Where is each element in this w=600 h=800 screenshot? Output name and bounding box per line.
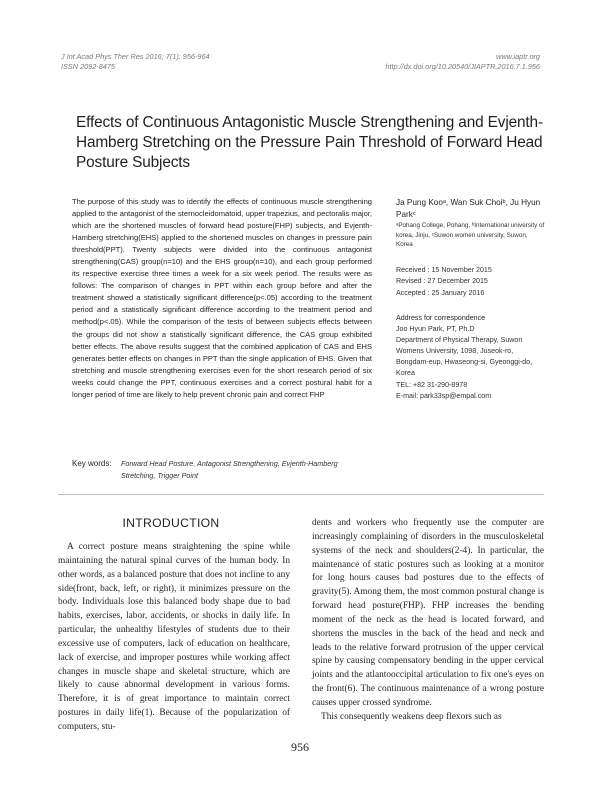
keywords-label: Key words: xyxy=(72,459,112,468)
doi-link: http://dx.doi.org/10.20540/JIAPTR.2016.7.1.956 xyxy=(385,62,540,71)
article-dates xyxy=(396,265,546,299)
accepted-date: Accepted : 25 January 2016 xyxy=(396,288,485,297)
affiliations: ᵃPohang College, Pohang, ᵇInternational university of korea, Jinju, ᶜSuwon women university, Suwon, Korea xyxy=(396,222,545,249)
keywords xyxy=(72,458,372,482)
correspondence-label: Address for correspondence xyxy=(396,314,486,322)
intro-column-left xyxy=(58,541,290,735)
correspondence-tel: TEL: +82 31-290-8978 xyxy=(396,380,468,389)
page-number: 956 xyxy=(291,740,309,754)
authors: Ja Pung Kooᵃ, Wan Suk Choiᵇ, Ju Hyun Parkᶜ xyxy=(396,198,541,219)
journal-header-left xyxy=(61,52,210,72)
keywords-text: Forward Head Posture, Antagonist Strengthening, Evjenth-Hamberg Stretching, Trigger Point xyxy=(121,459,338,480)
abstract: The purpose of this study was to identify the effects of continuous muscle strengthening applied to the antagonist of the sternocleidomatoid, upper trapezius, and pectoralis major, which are the shortened muscles of forward head posture(FHP) subjects, and Evjenth-Hamberg stretching(EHS) applied to the shortened muscles on changes in pressure pain threshold(PPT). Twenty subjects were divided into the continuous antagonist strengthening(CAS) group(n=10) and the EHS group(n=10), and each group performed its respective exercise three times a week for a six week period. The results were as follows: The comparison of changes in PPT within each group before and after the treatment showed a statistically significant difference(p<.05) according to the treatment period and a statistically significant difference according to the treatment period and method(p<.05). While the comparison of the tests of between subjects effects between the groups did not show a statistically significant difference, the CAS group exhibited better effects. The above results suggest that the combined application of CAS and EHS generates better effects on changes in PPT than the single application of EHS. Given that stretching and muscle strengthening exercises even for the short research period of six weeks could change the PPT, continuous exercises and a correct postural habit for a longer period of time are likely to help prevent chronic pain and correct FHP xyxy=(72,197,372,399)
journal-header-right xyxy=(385,52,540,72)
article-title: Effects of Continuous Antagonistic Muscle Strengthening and Evjenth-Hamberg Stretching on the Pressure Pain Threshold of Forward Head Posture Subjects xyxy=(76,114,543,171)
correspondence-dept: Department of Physical Therapy, Suwon Womens University, 1098, Juseok-ro, Bongdam-eup, Hwaseong-si, Gyeonggi-do, Korea xyxy=(396,336,533,378)
intro-paragraph-1-continued: dents and workers who frequently use the computer are increasingly complaining of disorders in the musculoskeletal systems of the neck and shoulders(2-4). In particular, the maintenance of static postures such as looking at a monitor for long hours causes bad postures due to the effects of gravity(5). Among them, the most common postural change is forward head posture(FHP). FHP increases the bending moment of the neck as the head is located forward, and shortens the muscles in the back of the head and neck and leads to the relative forward protrusion of the upper cervical spine by causing compensatory bending in the upper cervical joints and the atlantooccipital articulation to fix one's eyes on the front(6). The continuous maintenance of a wrong posture causes upper crossed syndrome. xyxy=(312,518,544,708)
section-divider xyxy=(58,494,544,495)
journal-website: www.iaptr.org xyxy=(496,52,540,61)
correspondence-name: Joo Hyun Park, PT, Ph.D xyxy=(396,325,475,334)
intro-paragraph-2: This consequently weakens deep flexors such as xyxy=(321,711,502,722)
correspondence xyxy=(396,313,546,402)
correspondence-email: E-mail: park33sp@empal.com xyxy=(396,391,492,400)
intro-column-right xyxy=(312,517,544,725)
journal-citation: J Int Acad Phys Ther Res 2016; 7(1): 956-964 xyxy=(61,52,210,61)
section-heading-introduction: INTRODUCTION xyxy=(122,516,220,530)
intro-paragraph-1: A correct posture means straightening the spine while maintaining the natural spinal curves of the human body. In other words, as a balanced posture that does not incline to any side(front, back, left, or right), it minimizes pressure on the body. Individuals lose this balanced body shape due to bad habits, exercises, labor, accidents, or shocks in daily life. In particular, the unhealthy lifestyles of students due to their excessive use of computers, lack of education on healthcare, lack of exercise, and improper postures while working affect changes in muscle shape and skeletal structure, which are likely to cause abnormal development in various forms. Therefore, it is of great importance to maintain correct postures in daily life(1). Because of the popularization of computers, stu- xyxy=(58,542,290,732)
revised-date: Revised : 27 December 2015 xyxy=(396,277,488,286)
issn: ISSN 2092-8475 xyxy=(61,62,115,71)
received-date: Received : 15 November 2015 xyxy=(396,266,492,274)
